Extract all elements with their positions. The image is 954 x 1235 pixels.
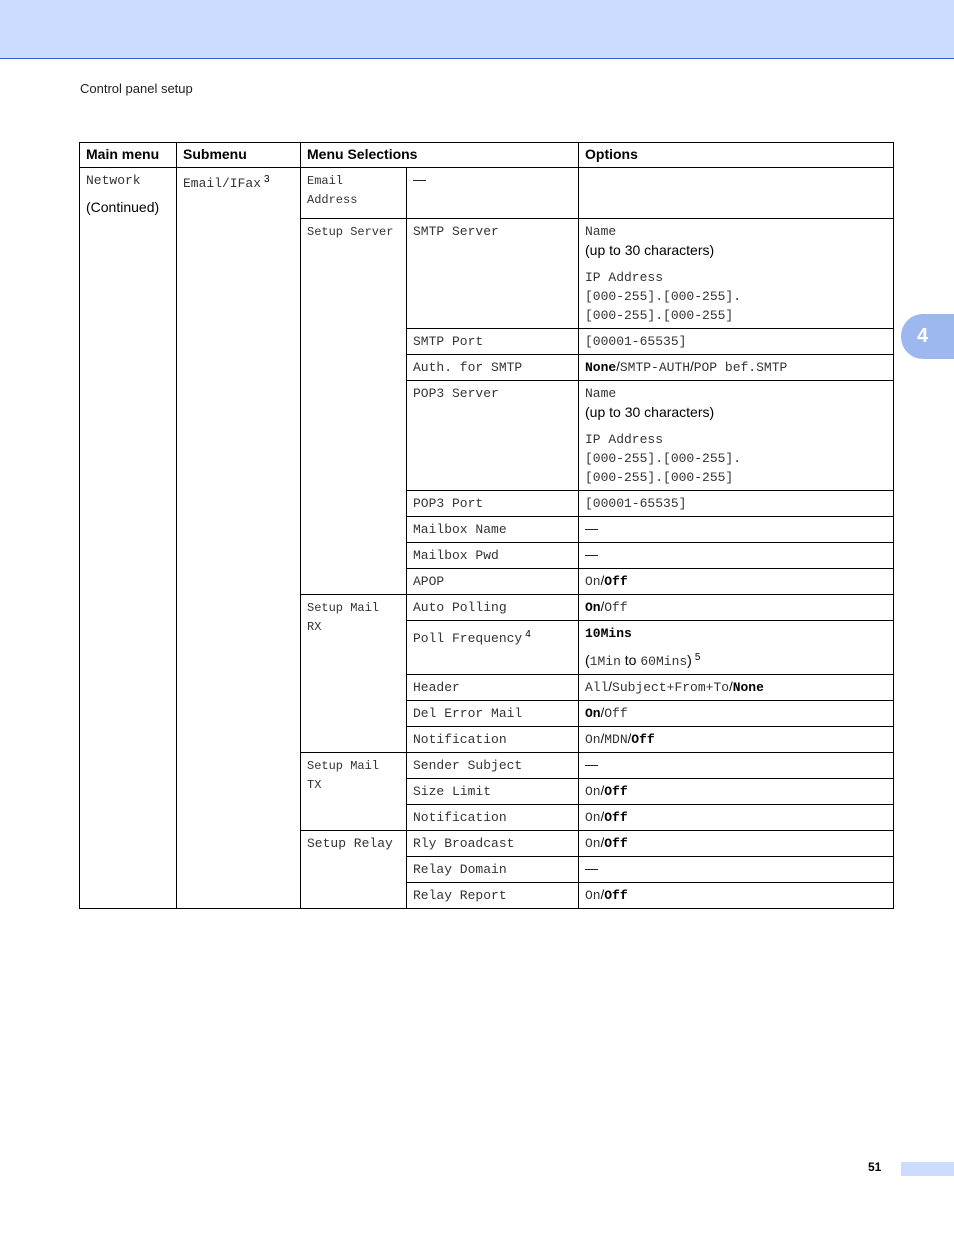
option-chars: (up to 30 characters): [585, 242, 715, 258]
apop-cell: [407, 569, 579, 595]
option-off-default: Off: [631, 732, 655, 747]
option-value: Subject+From+To: [612, 680, 730, 695]
option-ip-range-1: [000-255].[000-255].: [585, 289, 742, 304]
option-on-default: On: [585, 600, 601, 615]
email-address-sel: [407, 168, 579, 219]
auto-polling-options: [579, 595, 894, 621]
option-on: On: [585, 888, 601, 903]
email-address-label: Email Address: [307, 174, 358, 207]
header-cell: [407, 675, 579, 701]
option-sep: /: [600, 731, 605, 746]
size-limit-cell: [407, 779, 579, 805]
option-ip-range-2: [000-255].[000-255]: [585, 308, 734, 323]
poll-frequency-options: [579, 621, 894, 675]
email-address-cell: [301, 168, 407, 219]
pop3-port-range: [00001-65535]: [585, 496, 687, 511]
option-off-default: Off: [604, 784, 628, 799]
page-number-bar: [901, 1162, 954, 1176]
setup-mail-rx-label: Setup Mail RX: [307, 601, 380, 634]
mailbox-pwd-options: [579, 543, 894, 569]
relay-report-cell: [407, 883, 579, 909]
option-value: POP bef.SMTP: [693, 360, 788, 375]
menu-table: [79, 142, 894, 909]
setup-mail-rx-cell: [301, 595, 407, 753]
col-submenu: Submenu: [177, 143, 301, 168]
option-on: On: [585, 732, 601, 747]
del-error-mail-label: Del Error Mail: [413, 706, 523, 721]
relay-domain-cell: [407, 857, 579, 883]
option-sep: /: [600, 783, 605, 798]
rx-notification-options: [579, 727, 894, 753]
option-ip: IP Address: [585, 432, 664, 447]
option-value: All: [585, 680, 609, 695]
smtp-server-cell: [407, 219, 579, 329]
col-main-menu: Main menu: [80, 143, 177, 168]
header-options: [579, 675, 894, 701]
auto-polling-cell: [407, 595, 579, 621]
col-menu-selections: Menu Selections: [301, 143, 579, 168]
option-ip: IP Address: [585, 270, 664, 285]
del-error-mail-options: [579, 701, 894, 727]
main-menu-network: Network: [86, 173, 141, 188]
pop3-port-label: POP3 Port: [413, 496, 484, 511]
tx-notification-label: Notification: [413, 810, 507, 825]
option-sep: /: [600, 887, 605, 902]
option-sep: /: [608, 679, 613, 694]
option-paren: (: [585, 652, 590, 668]
smtp-port-cell: [407, 329, 579, 355]
mailbox-pwd-label: Mailbox Pwd: [413, 548, 499, 563]
relay-report-options: [579, 883, 894, 909]
option-off-default: Off: [604, 836, 628, 851]
setup-server-label: Setup Server: [307, 225, 394, 239]
option-sep: /: [690, 359, 694, 374]
smtp-port-options: [579, 329, 894, 355]
option-sep: /: [600, 599, 605, 614]
chapter-tab: 4: [901, 314, 954, 359]
option-min: 1Min: [589, 654, 621, 669]
smtp-port-label: SMTP Port: [413, 334, 484, 349]
relay-domain-label: Relay Domain: [413, 862, 507, 877]
pop3-port-options: [579, 491, 894, 517]
option-chars: (up to 30 characters): [585, 404, 715, 420]
auto-polling-label: Auto Polling: [413, 600, 507, 615]
apop-options: [579, 569, 894, 595]
option-ip-range-1: [000-255].[000-255].: [585, 451, 742, 466]
option-default: None: [585, 360, 617, 375]
option-sep: /: [729, 679, 733, 694]
option-mdn: MDN: [604, 732, 628, 747]
del-error-mail-cell: [407, 701, 579, 727]
option-sep: /: [600, 835, 605, 850]
option-dash: —: [585, 547, 598, 562]
size-limit-options: [579, 779, 894, 805]
relay-domain-options: [579, 857, 894, 883]
mailbox-pwd-cell: [407, 543, 579, 569]
option-sep: /: [600, 573, 605, 588]
continued-note: (Continued): [86, 199, 160, 215]
setup-relay-label: Setup Relay: [307, 836, 393, 851]
setup-mail-tx-cell: [301, 753, 407, 831]
auth-options: [579, 355, 894, 381]
option-default: None: [732, 680, 764, 695]
pop3-server-cell: [407, 381, 579, 491]
tx-notification-cell: [407, 805, 579, 831]
size-limit-label: Size Limit: [413, 784, 492, 799]
option-off-default: Off: [604, 574, 628, 589]
header-label: Header: [413, 680, 460, 695]
relay-report-label: Relay Report: [413, 888, 507, 903]
rly-broadcast-cell: [407, 831, 579, 857]
option-on: On: [585, 836, 601, 851]
option-paren: ): [687, 652, 692, 668]
option-on: On: [585, 784, 601, 799]
option-off: Off: [604, 600, 628, 615]
pop3-port-cell: [407, 491, 579, 517]
smtp-server-label: SMTP Server: [413, 224, 499, 239]
option-max: 60Mins: [640, 654, 688, 669]
mailbox-name-label: Mailbox Name: [413, 522, 507, 537]
option-on-default: On: [585, 706, 601, 721]
option-off-default: Off: [604, 810, 628, 825]
smtp-port-range: [00001-65535]: [585, 334, 687, 349]
table-header-row: [80, 143, 894, 168]
option-off-default: Off: [604, 888, 628, 903]
mailbox-name-options: [579, 517, 894, 543]
sender-subject-label: Sender Subject: [413, 758, 523, 773]
option-dash: —: [585, 757, 598, 772]
email-address-dash: —: [413, 172, 426, 187]
rly-broadcast-label: Rly Broadcast: [413, 836, 515, 851]
setup-server-cell: [301, 219, 407, 595]
sender-subject-cell: [407, 753, 579, 779]
option-on: On: [585, 574, 601, 589]
footnote-4: 4: [525, 628, 531, 640]
pop3-server-label: POP3 Server: [413, 386, 499, 401]
option-dash: —: [585, 521, 598, 536]
poll-frequency-label: Poll Frequency: [413, 631, 523, 646]
option-default: 10Mins: [585, 626, 632, 641]
option-sep: /: [600, 705, 605, 720]
smtp-server-options: [579, 219, 894, 329]
footnote-3: 3: [264, 173, 270, 185]
option-ip-range-2: [000-255].[000-255]: [585, 470, 734, 485]
option-sep: /: [616, 359, 620, 374]
rx-notification-cell: [407, 727, 579, 753]
option-off: Off: [604, 706, 628, 721]
header-bar: [0, 0, 954, 59]
auth-cell: [407, 355, 579, 381]
option-to: to: [620, 652, 641, 668]
option-on: On: [585, 810, 601, 825]
option-sep: /: [600, 809, 605, 824]
option-name: Name: [585, 386, 617, 401]
auth-label: Auth. for SMTP: [413, 360, 523, 375]
rly-broadcast-options: [579, 831, 894, 857]
poll-frequency-cell: [407, 621, 579, 675]
rx-notification-label: Notification: [413, 732, 507, 747]
setup-mail-tx-label: Setup Mail TX: [307, 759, 380, 792]
table-row: [80, 168, 894, 219]
page-number: 51: [868, 1160, 882, 1174]
col-options: Options: [579, 143, 894, 168]
option-dash: —: [585, 861, 598, 876]
setup-relay-cell: [301, 831, 407, 909]
submenu-email-ifax: Email/IFax: [183, 176, 262, 191]
mailbox-name-cell: [407, 517, 579, 543]
pop3-server-options: [579, 381, 894, 491]
tx-notification-options: [579, 805, 894, 831]
apop-label: APOP: [413, 574, 445, 589]
footnote-5: 5: [694, 651, 701, 663]
email-address-options: [579, 168, 894, 219]
section-title: Control panel setup: [80, 81, 193, 96]
option-sep: /: [627, 731, 632, 746]
option-name: Name: [585, 224, 617, 239]
sender-subject-options: [579, 753, 894, 779]
submenu-cell: [177, 168, 301, 909]
main-menu-cell: [80, 168, 177, 909]
option-value: SMTP-AUTH: [619, 360, 691, 375]
